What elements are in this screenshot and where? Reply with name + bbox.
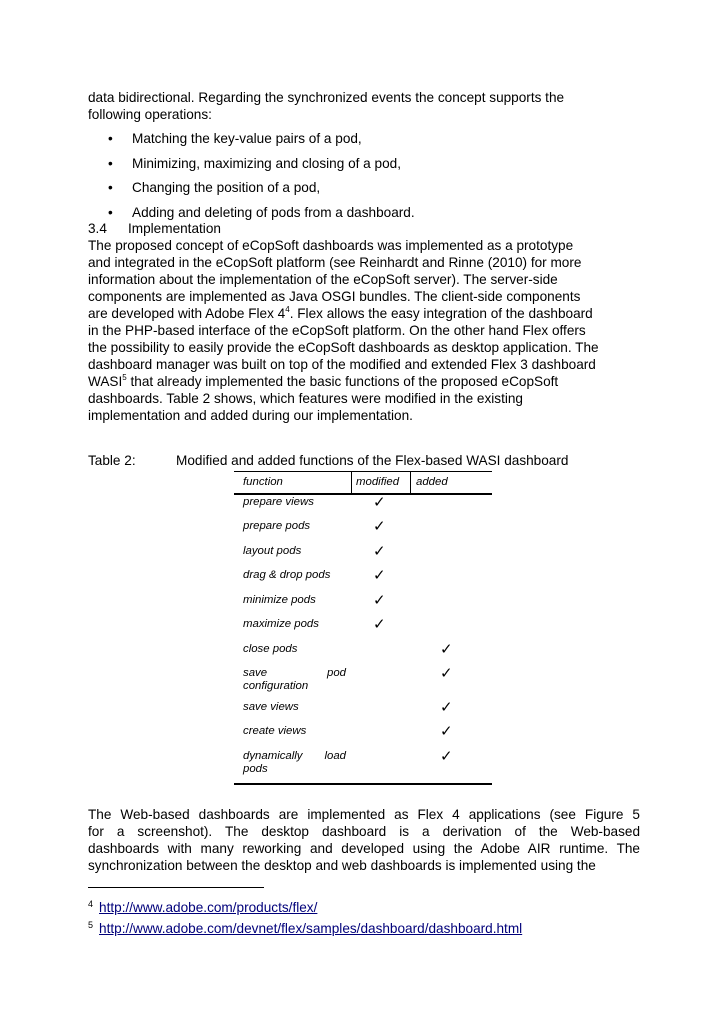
- modified-check-icon: ✓: [373, 616, 386, 633]
- header-modified: modified: [356, 476, 400, 488]
- text-line: dashboards. Table 2 shows, which features were modified in the existing: [88, 391, 523, 406]
- header-added: added: [416, 476, 448, 488]
- text-line: for a screenshot). The desktop dashboard is a derivation of the Web-based: [88, 824, 640, 839]
- table-bottom-rule: [234, 783, 492, 785]
- text-line: data bidirectional. Regarding the synchronized events the concept supports the: [88, 90, 565, 105]
- text-line: in the PHP-based interface of the eCopSoft platform. On the other hand Flex offers: [88, 323, 586, 338]
- web-dashboards-paragraph: [88, 806, 640, 874]
- intro-paragraph: [88, 89, 640, 123]
- table-caption-text: Modified and added functions of the Flex-based WASI dashboard: [176, 453, 569, 468]
- modified-check-icon: ✓: [373, 543, 386, 560]
- function-cell: maximize pods: [243, 618, 319, 630]
- function-cell: save views: [243, 701, 299, 713]
- footnote-link[interactable]: http://www.adobe.com/devnet/flex/samples/dashboard/dashboard.html: [99, 921, 523, 936]
- text-line: and integrated in the eCopSoft platform (see Reinhardt and Rinne (2010) for more: [88, 255, 582, 270]
- modified-check-icon: ✓: [373, 592, 386, 609]
- section-number: 3.4: [88, 221, 107, 236]
- text-line: are developed with Adobe Flex $4^4$. Flex allows the easy integration of the dashboard: [88, 305, 593, 321]
- text-line: information about the implementation of the eCopSoft server). The server-side: [88, 272, 558, 287]
- function-cell: layout pods: [243, 545, 302, 557]
- text-line: synchronization between the desktop and web dashboards is implemented using the: [88, 858, 596, 873]
- function-cell: close pods: [243, 643, 298, 655]
- column-separator: [351, 471, 352, 494]
- footnote-ref: 5: [122, 373, 127, 382]
- footnote-mark: 4: [88, 899, 94, 909]
- function-cell: save pod configuration: [243, 667, 346, 692]
- bullet-icon: •: [108, 204, 113, 220]
- function-cell: minimize pods: [243, 594, 316, 606]
- function-cell: create views: [243, 725, 307, 737]
- text-line: The proposed concept of eCopSoft dashboards was implemented as a prototype: [88, 238, 574, 253]
- implementation-paragraph: [88, 237, 640, 424]
- added-check-icon: ✓: [440, 665, 453, 682]
- section-title: Implementation: [128, 221, 221, 236]
- footnote-rule: [88, 887, 264, 888]
- bullet-icon: •: [108, 131, 113, 146]
- list-item: • Matching the key-value pairs of a pod,: [104, 127, 415, 152]
- footnote-ref: 4: [285, 305, 290, 314]
- function-cell: prepare views: [243, 496, 314, 508]
- function-cell: dynamically load pods: [243, 750, 346, 775]
- operations-list: [104, 127, 415, 225]
- list-item: • Changing the position of a pod,: [104, 176, 415, 201]
- bullet-icon: •: [108, 180, 113, 195]
- text-line: components are implemented as Java OSGI bundles. The client-side components: [88, 289, 581, 304]
- modified-check-icon: ✓: [373, 518, 386, 535]
- text-line: the possibility to easily provide the eCopSoft dashboards as desktop application. The: [88, 340, 599, 355]
- added-check-icon: ✓: [440, 641, 453, 658]
- added-check-icon: ✓: [440, 748, 453, 765]
- text-line: WASI$^5$ that already implemented the basic functions of the proposed eCopSoft: [88, 373, 559, 389]
- footnote: [88, 920, 522, 937]
- table-top-rule: [234, 471, 492, 472]
- table-caption-label: Table 2:: [88, 453, 136, 468]
- added-check-icon: ✓: [440, 723, 453, 740]
- modified-check-icon: ✓: [373, 567, 386, 584]
- text-line: The Web-based dashboards are implemented as Flex 4 applications (see Figure 5: [88, 807, 640, 822]
- header-function: function: [243, 476, 283, 488]
- footnote-mark: 5: [88, 920, 94, 930]
- modified-check-icon: ✓: [373, 494, 386, 511]
- footnote: [88, 899, 317, 916]
- list-item: • Minimizing, maximizing and closing of a pod,: [104, 152, 415, 177]
- function-cell: drag & drop pods: [243, 569, 331, 581]
- section-heading: [88, 220, 221, 237]
- column-separator: [410, 471, 411, 494]
- added-check-icon: ✓: [440, 699, 453, 716]
- text-line: implementation and added during our implementation.: [88, 408, 413, 423]
- table-header-rule: [234, 493, 492, 495]
- bullet-icon: •: [108, 155, 113, 171]
- function-cell: prepare pods: [243, 520, 311, 532]
- footnote-link[interactable]: http://www.adobe.com/products/flex/: [99, 900, 318, 915]
- text-line: dashboard manager was built on top of the modified and extended Flex 3 dashboard: [88, 357, 596, 372]
- list-item: • Adding and deleting of pods from a dashboard.: [104, 201, 415, 226]
- text-line: dashboards with many reworking and developed using the Adobe AIR runtime. The: [88, 841, 640, 856]
- text-line: following operations:: [88, 107, 212, 122]
